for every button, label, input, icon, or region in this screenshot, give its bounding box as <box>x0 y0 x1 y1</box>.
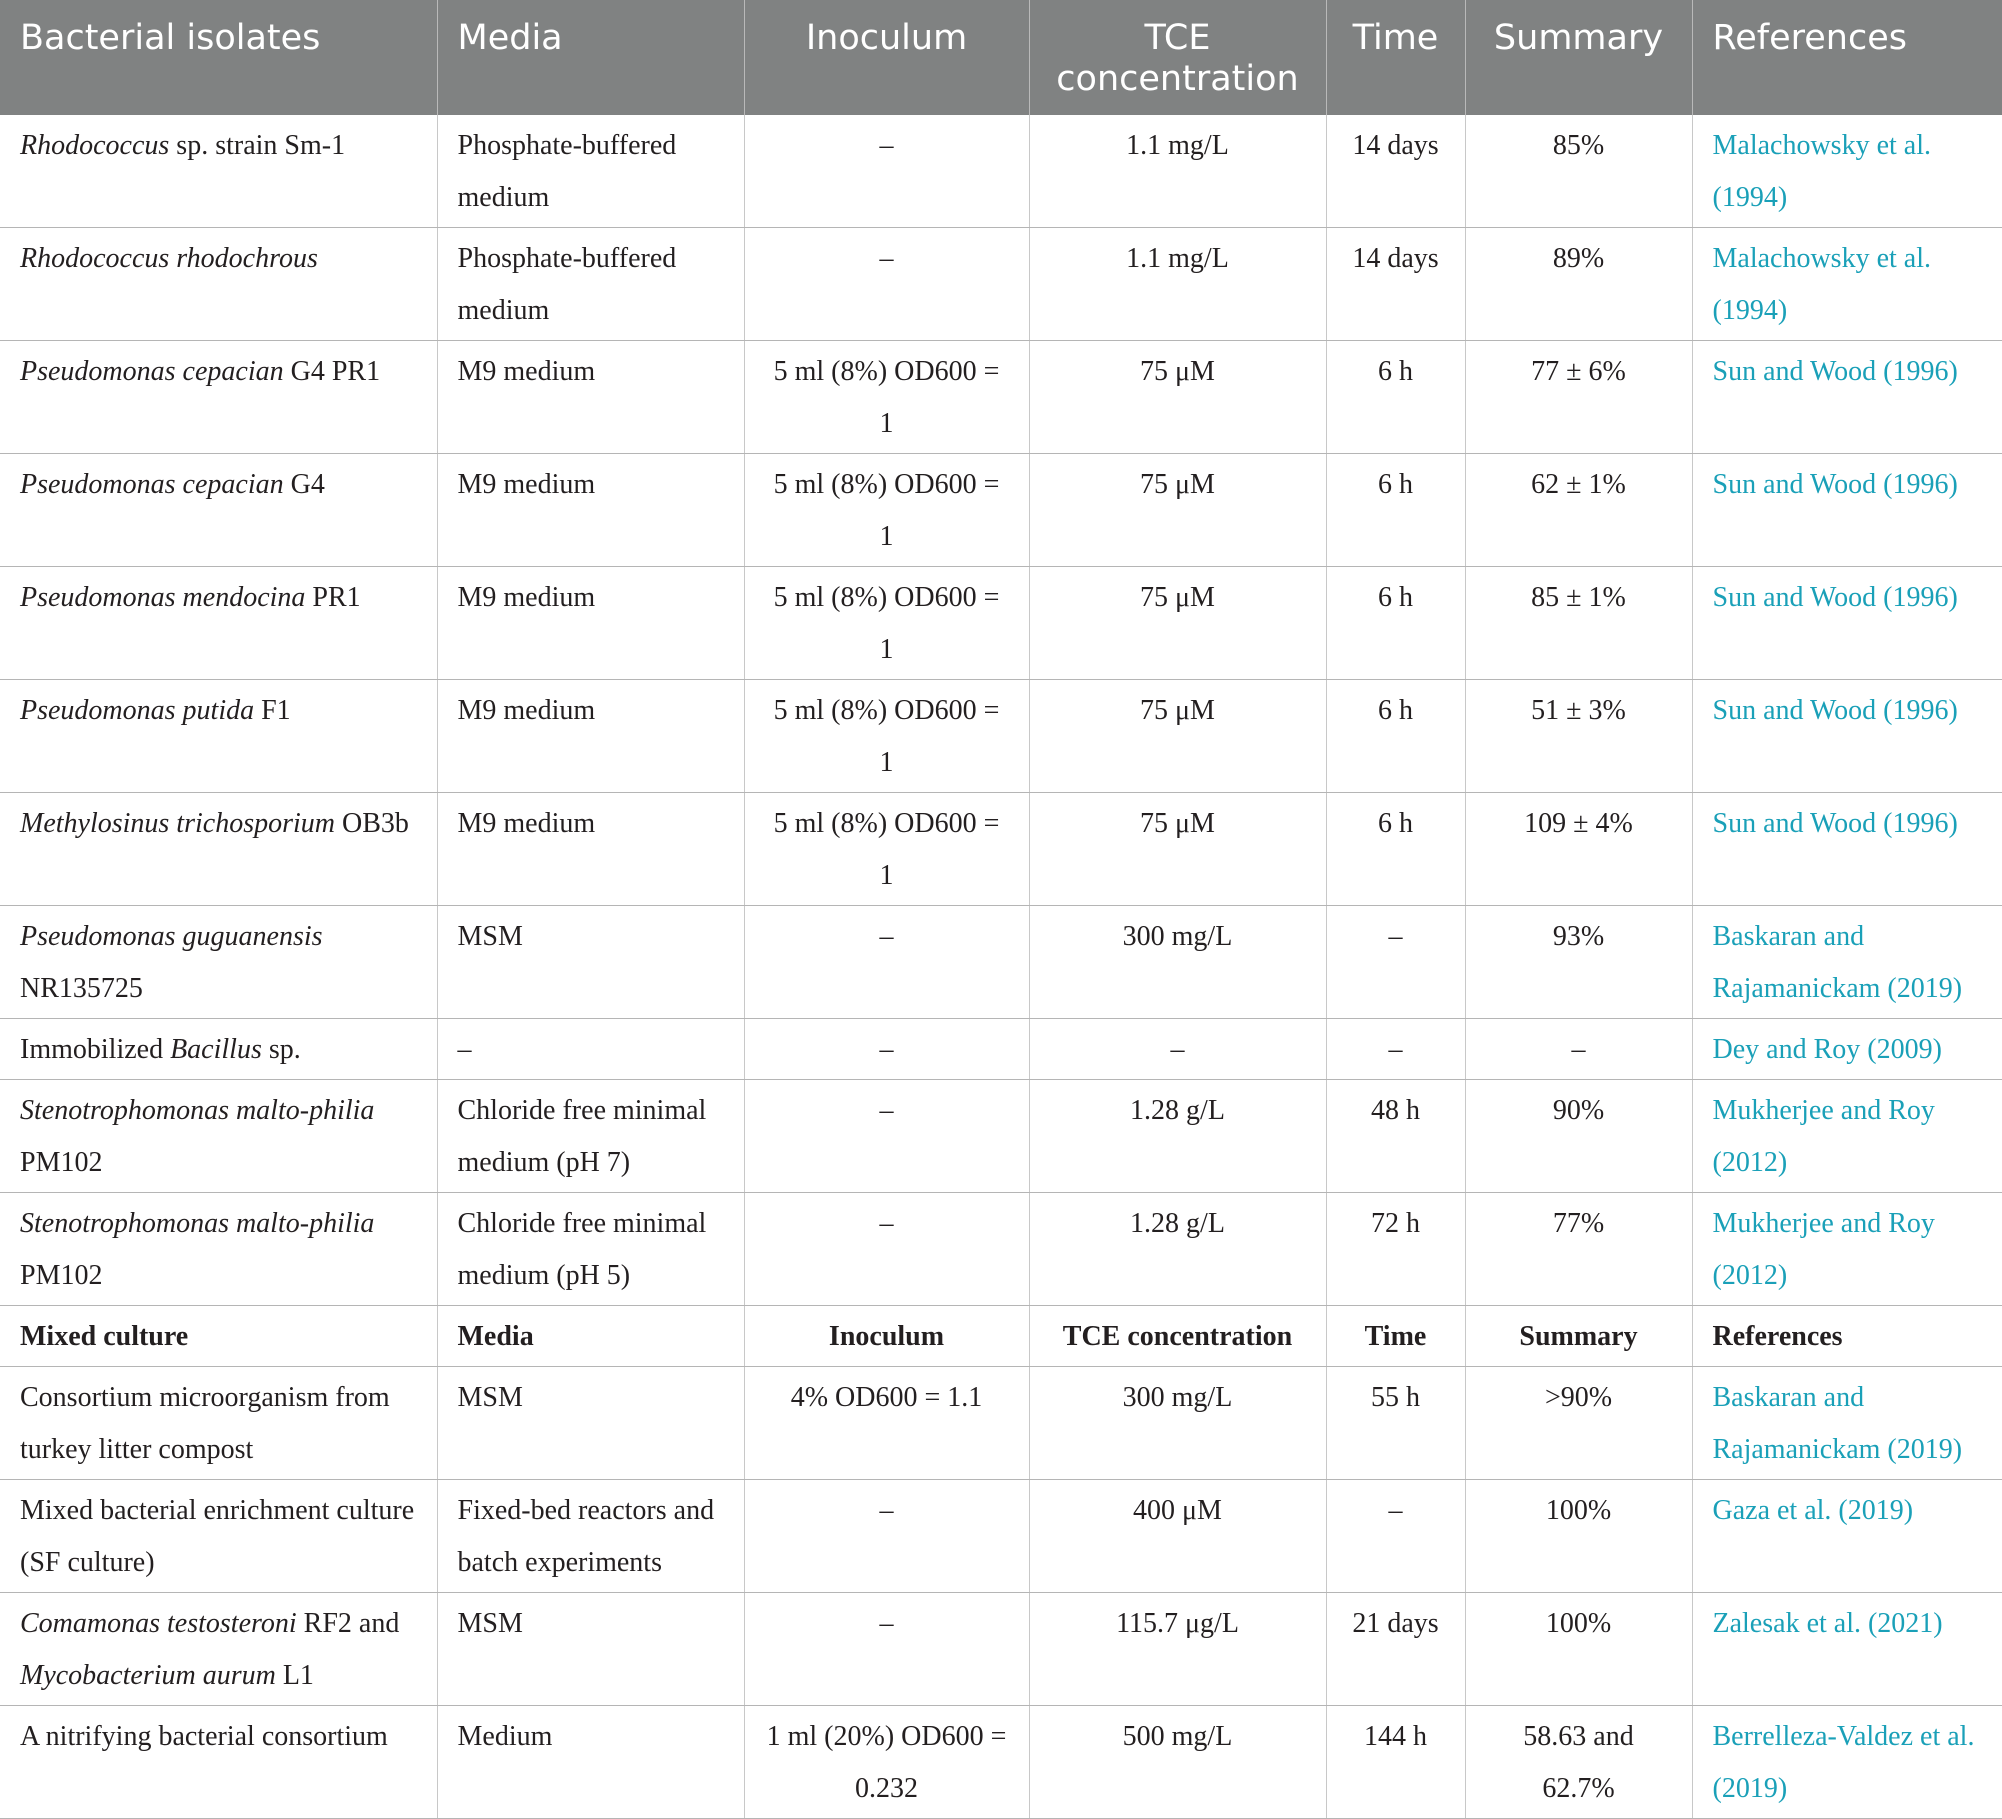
cell-isolate: Pseudomonas mendocina PR1 <box>0 567 437 680</box>
cell-inoculum: 5 ml (8%) OD600 = 1 <box>744 793 1029 906</box>
cell-media: – <box>437 1019 744 1080</box>
table-row <box>0 1193 2002 1306</box>
cell-time: 6 h <box>1326 341 1465 454</box>
cell-inoculum: – <box>744 1193 1029 1306</box>
cell-tce: 1.1 mg/L <box>1029 115 1326 228</box>
reference-link[interactable]: Mukherjee and Roy (2012) <box>1692 1080 2002 1193</box>
cell-media: M9 medium <box>437 680 744 793</box>
table-row <box>0 793 2002 906</box>
cell-inoculum: – <box>744 1480 1029 1593</box>
subheader-time: Time <box>1326 1306 1465 1367</box>
header-inoculum: Inoculum <box>744 0 1029 115</box>
cell-media: Phosphate-buffered medium <box>437 115 744 228</box>
subheader-inoculum: Inoculum <box>744 1306 1029 1367</box>
header-references: References <box>1692 0 2002 115</box>
cell-tce: 1.1 mg/L <box>1029 228 1326 341</box>
reference-link[interactable]: Sun and Wood (1996) <box>1692 680 2002 793</box>
cell-media: Chloride free minimal medium (pH 5) <box>437 1193 744 1306</box>
reference-link[interactable]: Sun and Wood (1996) <box>1692 567 2002 680</box>
cell-summary: 85 ± 1% <box>1465 567 1692 680</box>
cell-tce: 75 μM <box>1029 567 1326 680</box>
header-media: Media <box>437 0 744 115</box>
header-tce-concentration: TCE concentration <box>1029 0 1326 115</box>
cell-media: M9 medium <box>437 567 744 680</box>
table-row <box>0 341 2002 454</box>
cell-tce: 500 mg/L <box>1029 1706 1326 1819</box>
table-row <box>0 1367 2002 1480</box>
cell-time: – <box>1326 906 1465 1019</box>
cell-summary: >90% <box>1465 1367 1692 1480</box>
mixed-culture-subheader-row <box>0 1306 2002 1367</box>
cell-tce: – <box>1029 1019 1326 1080</box>
reference-link[interactable]: Mukherjee and Roy (2012) <box>1692 1193 2002 1306</box>
reference-link[interactable]: Zalesak et al. (2021) <box>1692 1593 2002 1706</box>
table-row <box>0 228 2002 341</box>
reference-link[interactable]: Sun and Wood (1996) <box>1692 793 2002 906</box>
table-row <box>0 1019 2002 1080</box>
cell-time: 21 days <box>1326 1593 1465 1706</box>
header-time: Time <box>1326 0 1465 115</box>
subheader-tce-concentration: TCE concentration <box>1029 1306 1326 1367</box>
cell-time: 6 h <box>1326 793 1465 906</box>
cell-isolate: Mixed bacterial enrichment culture (SF culture) <box>0 1480 437 1593</box>
cell-inoculum: – <box>744 115 1029 228</box>
cell-time: 14 days <box>1326 228 1465 341</box>
cell-tce: 300 mg/L <box>1029 1367 1326 1480</box>
reference-link[interactable]: Sun and Wood (1996) <box>1692 454 2002 567</box>
table-row <box>0 1593 2002 1706</box>
table-row <box>0 1480 2002 1593</box>
cell-media: Medium <box>437 1706 744 1819</box>
cell-summary: 109 ± 4% <box>1465 793 1692 906</box>
reference-link[interactable]: Malachowsky et al. (1994) <box>1692 115 2002 228</box>
cell-media: Chloride free minimal medium (pH 7) <box>437 1080 744 1193</box>
header-summary: Summary <box>1465 0 1692 115</box>
cell-inoculum: – <box>744 1593 1029 1706</box>
cell-isolate: Pseudomonas putida F1 <box>0 680 437 793</box>
cell-time: 6 h <box>1326 680 1465 793</box>
cell-time: 72 h <box>1326 1193 1465 1306</box>
cell-isolate: Rhodococcus sp. strain Sm-1 <box>0 115 437 228</box>
cell-media: M9 medium <box>437 454 744 567</box>
cell-inoculum: 1 ml (20%) OD600 = 0.232 <box>744 1706 1029 1819</box>
cell-isolate: Immobilized Bacillus sp. <box>0 1019 437 1080</box>
reference-link[interactable]: Dey and Roy (2009) <box>1692 1019 2002 1080</box>
cell-isolate: Comamonas testosteroni RF2 and Mycobacterium aurum L1 <box>0 1593 437 1706</box>
cell-summary: 77% <box>1465 1193 1692 1306</box>
cell-isolate: Stenotrophomonas malto-philia PM102 <box>0 1193 437 1306</box>
cell-inoculum: 5 ml (8%) OD600 = 1 <box>744 454 1029 567</box>
cell-inoculum: – <box>744 1019 1029 1080</box>
cell-inoculum: 5 ml (8%) OD600 = 1 <box>744 680 1029 793</box>
subheader-mixed-culture: Mixed culture <box>0 1306 437 1367</box>
cell-summary: 62 ± 1% <box>1465 454 1692 567</box>
cell-summary: 58.63 and 62.7% <box>1465 1706 1692 1819</box>
cell-inoculum: – <box>744 906 1029 1019</box>
cell-summary: – <box>1465 1019 1692 1080</box>
reference-link[interactable]: Baskaran and Rajamanickam (2019) <box>1692 1367 2002 1480</box>
header-bacterial-isolates: Bacterial isolates <box>0 0 437 115</box>
table-row <box>0 567 2002 680</box>
cell-media: M9 medium <box>437 793 744 906</box>
cell-tce: 75 μM <box>1029 341 1326 454</box>
cell-summary: 100% <box>1465 1593 1692 1706</box>
cell-inoculum: – <box>744 1080 1029 1193</box>
cell-time: 6 h <box>1326 567 1465 680</box>
cell-tce: 300 mg/L <box>1029 906 1326 1019</box>
cell-tce: 75 μM <box>1029 793 1326 906</box>
table-row <box>0 1080 2002 1193</box>
reference-link[interactable]: Malachowsky et al. (1994) <box>1692 228 2002 341</box>
cell-summary: 93% <box>1465 906 1692 1019</box>
cell-media: MSM <box>437 906 744 1019</box>
cell-isolate: Pseudomonas cepacian G4 <box>0 454 437 567</box>
cell-summary: 100% <box>1465 1480 1692 1593</box>
cell-time: 48 h <box>1326 1080 1465 1193</box>
cell-tce: 1.28 g/L <box>1029 1080 1326 1193</box>
cell-media: MSM <box>437 1593 744 1706</box>
cell-tce: 75 μM <box>1029 454 1326 567</box>
cell-media: Fixed-bed reactors and batch experiments <box>437 1480 744 1593</box>
cell-tce: 1.28 g/L <box>1029 1193 1326 1306</box>
cell-inoculum: 4% OD600 = 1.1 <box>744 1367 1029 1480</box>
cell-media: Phosphate-buffered medium <box>437 228 744 341</box>
table-row <box>0 906 2002 1019</box>
cell-inoculum: 5 ml (8%) OD600 = 1 <box>744 341 1029 454</box>
cell-summary: 51 ± 3% <box>1465 680 1692 793</box>
subheader-media: Media <box>437 1306 744 1367</box>
cell-tce: 115.7 μg/L <box>1029 1593 1326 1706</box>
cell-inoculum: 5 ml (8%) OD600 = 1 <box>744 567 1029 680</box>
reference-link[interactable]: Baskaran and Rajamanickam (2019) <box>1692 906 2002 1019</box>
cell-time: 55 h <box>1326 1367 1465 1480</box>
table-row <box>0 1706 2002 1819</box>
cell-tce: 75 μM <box>1029 680 1326 793</box>
table-row <box>0 680 2002 793</box>
cell-time: – <box>1326 1480 1465 1593</box>
cell-summary: 89% <box>1465 228 1692 341</box>
table-row <box>0 454 2002 567</box>
cell-summary: 77 ± 6% <box>1465 341 1692 454</box>
reference-link[interactable]: Berrelleza-Valdez et al. (2019) <box>1692 1706 2002 1819</box>
cell-isolate: Rhodococcus rhodochrous <box>0 228 437 341</box>
cell-isolate: Stenotrophomonas malto-philia PM102 <box>0 1080 437 1193</box>
cell-time: – <box>1326 1019 1465 1080</box>
table-header-row <box>0 0 2002 115</box>
cell-media: MSM <box>437 1367 744 1480</box>
cell-inoculum: – <box>744 228 1029 341</box>
cell-summary: 85% <box>1465 115 1692 228</box>
subheader-summary: Summary <box>1465 1306 1692 1367</box>
cell-isolate: Consortium microorganism from turkey litter compost <box>0 1367 437 1480</box>
reference-link[interactable]: Sun and Wood (1996) <box>1692 341 2002 454</box>
cell-time: 144 h <box>1326 1706 1465 1819</box>
cell-summary: 90% <box>1465 1080 1692 1193</box>
subheader-references: References <box>1692 1306 2002 1367</box>
reference-link[interactable]: Gaza et al. (2019) <box>1692 1480 2002 1593</box>
cell-time: 6 h <box>1326 454 1465 567</box>
cell-isolate: Pseudomonas guguanensis NR135725 <box>0 906 437 1019</box>
cell-media: M9 medium <box>437 341 744 454</box>
cell-isolate: A nitrifying bacterial consortium <box>0 1706 437 1819</box>
cell-isolate: Methylosinus trichosporium OB3b <box>0 793 437 906</box>
cell-tce: 400 μM <box>1029 1480 1326 1593</box>
table-row <box>0 115 2002 228</box>
cell-isolate: Pseudomonas cepacian G4 PR1 <box>0 341 437 454</box>
cell-time: 14 days <box>1326 115 1465 228</box>
